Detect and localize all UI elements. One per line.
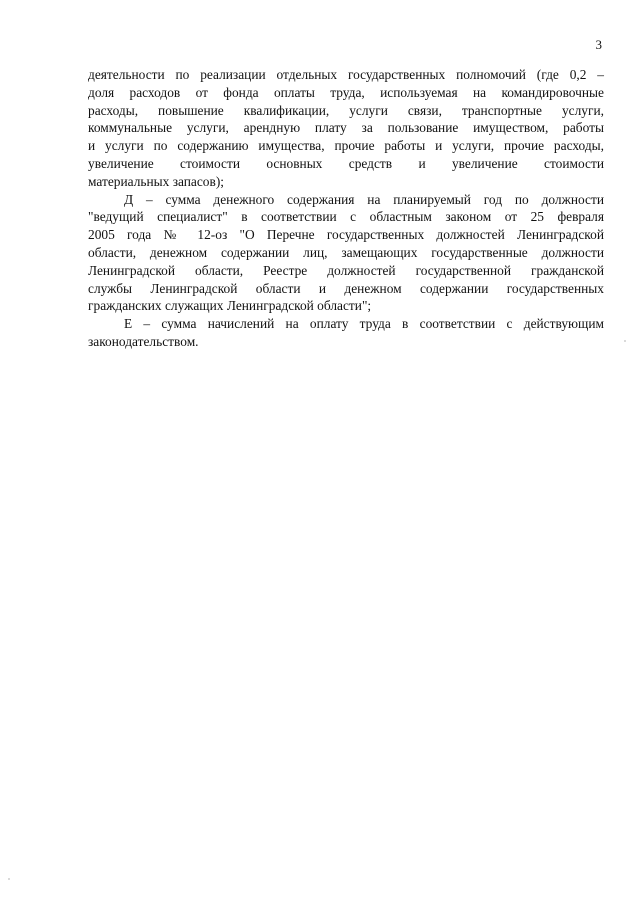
text-line: законодательством. bbox=[88, 333, 199, 349]
paragraph-d-definition bbox=[88, 191, 604, 316]
text-line: материальных запасов); bbox=[88, 173, 224, 189]
paragraph-continuation bbox=[88, 66, 604, 191]
text-line: "ведущий специалист" в соответствии с областным законом от 25 февраля bbox=[88, 209, 604, 225]
scan-artifact bbox=[8, 878, 10, 880]
text-line: расходы, повышение квалификации, услуги связи, транспортные услуги, bbox=[88, 102, 604, 118]
text-line: гражданских служащих Ленинградской области"; bbox=[88, 298, 372, 314]
text-line: деятельности по реализации отдельных государственных полномочий (где 0,2 – bbox=[88, 67, 604, 82]
text-line: Е – сумма начислений на оплату труда в соответствии с действующим bbox=[124, 316, 604, 332]
body-text bbox=[88, 66, 604, 351]
text-line: увеличение стоимости основных средств и увеличение стоимости bbox=[88, 155, 604, 171]
paragraph-e-definition bbox=[88, 315, 604, 351]
text-line: Д – сумма денежного содержания на планируемый год по должности bbox=[124, 191, 604, 207]
text-line: службы Ленинградской области и денежном содержании государственных bbox=[88, 280, 604, 296]
text-line: Ленинградской области, Реестре должностей государственной гражданской bbox=[88, 262, 604, 278]
text-line: и услуги по содержанию имущества, прочие работы и услуги, прочие расходы, bbox=[88, 138, 604, 154]
text-line: 2005 года № 12-оз "О Перечне государственных должностей Ленинградской bbox=[88, 227, 604, 243]
page-number: 3 bbox=[595, 37, 602, 52]
scan-artifact bbox=[624, 340, 626, 342]
text-line: коммунальные услуги, арендную плату за пользование имуществом, работы bbox=[88, 120, 604, 136]
text-line: области, денежном содержании лиц, замещающих государственные должности bbox=[88, 244, 604, 260]
text-line: доля расходов от фонда оплаты труда, используемая на командировочные bbox=[88, 84, 604, 100]
